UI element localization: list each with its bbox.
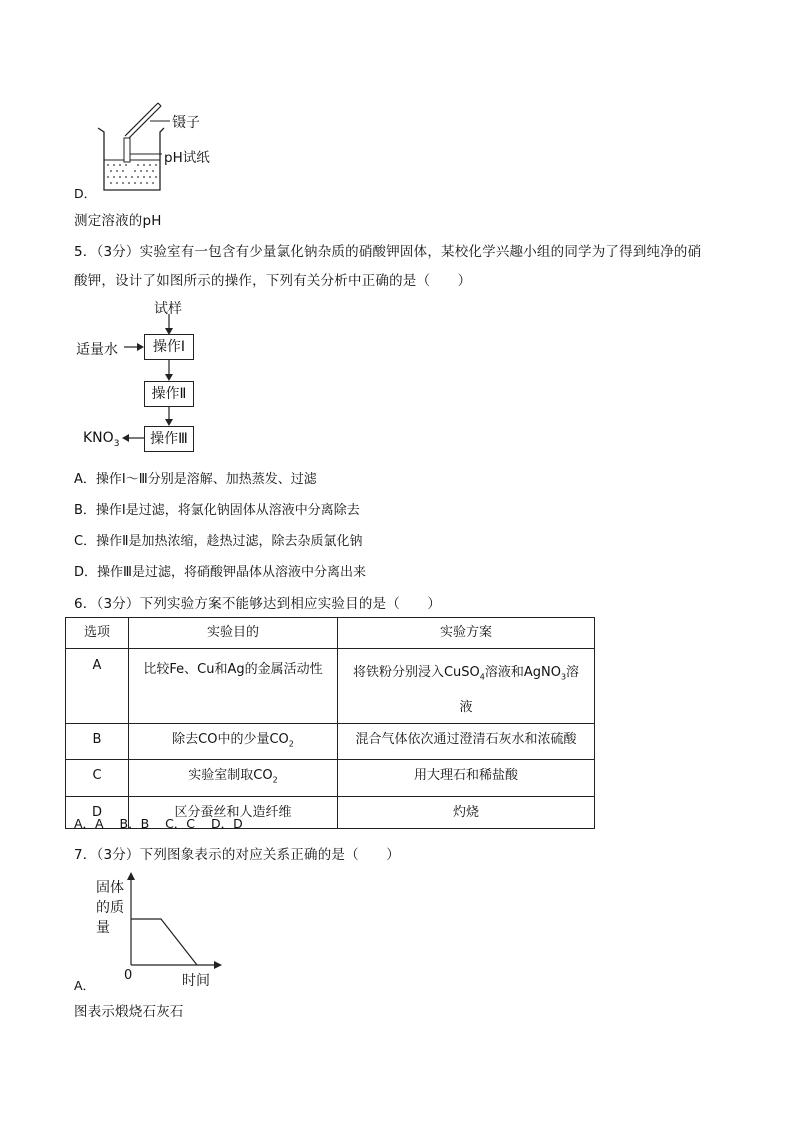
- q4-option-d-caption: 测定溶液的pH: [74, 213, 162, 229]
- q5-text-line1: 5．（3分）实验室有一包含有少量氯化钠杂质的硝酸钾固体，某校化学兴趣小组的同学为了得到纯净的硝: [74, 244, 702, 260]
- q5-option-a: A．操作Ⅰ～Ⅲ分别是溶解、加热蒸发、过滤: [74, 472, 317, 487]
- row-b-option: B: [66, 723, 129, 760]
- row-c-goal: 实验室制取$CO_2$: [129, 760, 338, 797]
- chart-origin-label: 0: [124, 968, 133, 983]
- q6-table: [65, 617, 595, 829]
- row-b-goal: 除去CO中的少量$CO_2$: [129, 723, 338, 760]
- table-header-row: [66, 618, 595, 649]
- table-row: [66, 760, 595, 797]
- flow-water-label: 适量水: [76, 342, 118, 358]
- q7-chart: [127, 872, 222, 969]
- q5-text-line2: 酸钾，设计了如图所示的操作，下列有关分析中正确的是（ ）: [74, 273, 472, 289]
- chart-xlabel: 时间: [182, 973, 210, 989]
- row-d-goal: 区分蚕丝和人造纤维: [129, 796, 338, 828]
- q6-answer-b: B．B: [119, 816, 150, 831]
- flow-op2-box: 操作Ⅱ: [144, 381, 194, 407]
- q5-option-c: C．操作Ⅱ是加热浓缩，趁热过滤，除去杂质氯化钠: [74, 534, 363, 549]
- q6-text: 6．（3分）下列实验方案不能够达到相应实验目的是（ ）: [74, 596, 442, 612]
- chart-ylabel: 固体 的质 量: [96, 880, 124, 936]
- q4-option-d-letter: D．: [74, 186, 97, 201]
- flow-op3-box: 操作Ⅲ: [144, 426, 194, 452]
- flow-op1-box: 操作Ⅰ: [144, 334, 194, 360]
- row-c-option: C: [66, 760, 129, 797]
- series-line: [131, 919, 197, 965]
- header-plan: 实验方案: [338, 618, 595, 649]
- y-axis-arrow: [127, 872, 135, 880]
- beaker-figure: [98, 128, 164, 190]
- flow-product-label: $KNO_3$: [83, 430, 120, 449]
- solution-dots: [107, 164, 157, 184]
- q6-answers: [74, 814, 243, 832]
- flow-sample-label: 试样: [154, 301, 182, 317]
- tweezers-label: 镊子: [172, 115, 200, 131]
- row-d-plan: 灼烧: [338, 796, 595, 828]
- ph-paper-strip: [124, 138, 130, 162]
- q7-caption: 图表示煅烧石灰石: [74, 1004, 184, 1020]
- x-axis-arrow: [214, 961, 222, 969]
- q6-answer-d: D．D: [210, 816, 243, 831]
- q6-answer-a: A．A: [74, 816, 104, 831]
- row-d-option: D: [66, 796, 129, 828]
- row-c-plan: 用大理石和稀盐酸: [338, 760, 595, 797]
- row-a-plan: 将铁粉分别浸入CuSO$_4$溶液和AgNO$_3$溶 液: [338, 649, 595, 724]
- header-goal: 实验目的: [129, 618, 338, 649]
- row-a-option: A: [66, 649, 129, 724]
- q5-option-d: D．操作Ⅲ是过滤，将硝酸钾晶体从溶液中分离出来: [74, 565, 366, 580]
- row-a-goal: 比较Fe、Cu和Ag的金属活动性: [129, 649, 338, 724]
- ph-paper-label: pH试纸: [164, 150, 210, 166]
- row-b-plan: 混合气体依次通过澄清石灰水和浓硫酸: [338, 723, 595, 760]
- q7-option-a-letter: A．: [74, 978, 96, 993]
- table-row: [66, 723, 595, 760]
- table-row: [66, 649, 595, 724]
- q7-text: 7．（3分）下列图象表示的对应关系正确的是（ ）: [74, 847, 400, 863]
- header-option: 选项: [66, 618, 129, 649]
- q6-answer-c: C．C: [165, 816, 196, 831]
- q5-option-b: B．操作Ⅰ是过滤，将氯化钠固体从溶液中分离除去: [74, 503, 360, 518]
